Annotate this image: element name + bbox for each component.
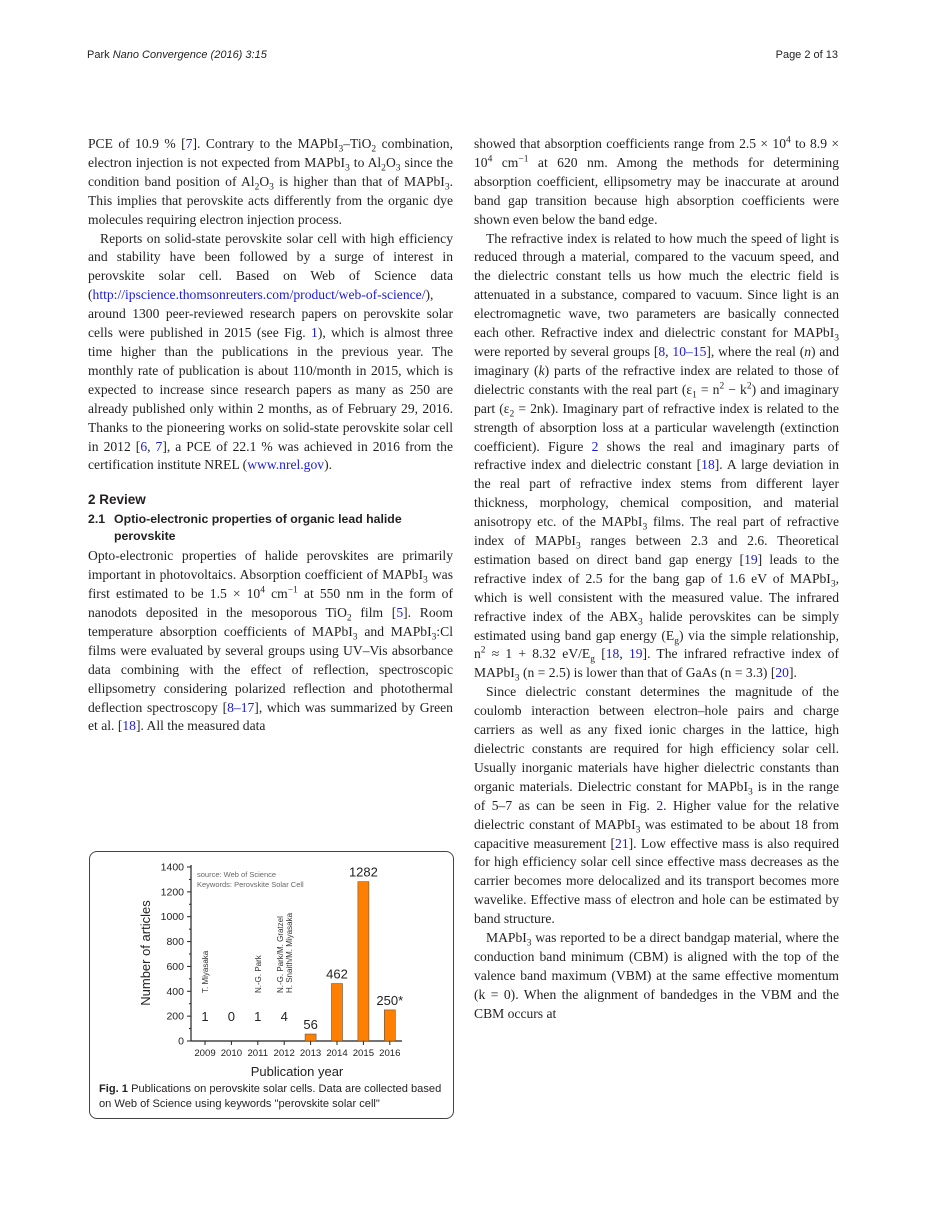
bar — [305, 1034, 316, 1041]
x-tick-label: 2010 — [220, 1048, 243, 1059]
nrel-link[interactable]: www.nrel.gov — [247, 457, 325, 473]
caption-text: Publications on perovskite solar cells. Data are collected based on Web of Science using keywords "perovskite solar cell" — [99, 1083, 442, 1110]
subsection-number: 2.1 — [88, 512, 106, 527]
citation-link[interactable]: 6 — [140, 438, 148, 454]
y-tick-label: 400 — [166, 985, 184, 998]
caption-label: Fig. 1 — [99, 1083, 128, 1095]
citation-link[interactable]: 18 — [122, 718, 136, 734]
journal-name: Nano Convergence — [112, 49, 208, 61]
y-axis-label: Number of articles — [138, 900, 153, 1006]
bar — [358, 882, 369, 1041]
citation-info: (2016) 3:15 — [210, 49, 267, 61]
bars — [201, 865, 403, 1041]
citation-link[interactable]: 5 — [396, 605, 404, 621]
citation-link[interactable]: 20 — [775, 665, 789, 681]
x-tick-label: 2016 — [379, 1048, 401, 1059]
paragraph: PCE of 10.9 % [7]. Contrary to the MAPbI$_3$–TiO$_2$ combination, electron injection is not expected from MAPbI$_3$ to $Al_2O_3$ since the condition band position of $Al_2O_3$ is higher than that of MAPbI$_3$. This implies that perovskite acts differently from the organic dye molecules requiring electron injection process. — [88, 136, 453, 227]
x-tick-label: 2009 — [194, 1048, 216, 1059]
y-tick-label: 600 — [166, 960, 184, 973]
y-tick-label: 0 — [178, 1035, 184, 1048]
x-axis-label: Publication year — [250, 1064, 344, 1079]
x-tick-label: 2012 — [273, 1048, 295, 1059]
paragraph: The refractive index is related to how much the speed of light is reduced through a material, compared to the vacuum speed, and the dielectric constant tells us how much the electric field is attenuated in a substance, compared to vacuum. Since light is an electromagnetic wave, two parameters are basically connected each other. Refractive index and dielectric constant for MAPbI$_3$ were reported by several groups [8, 10–15], where the real (n) and imaginary (k) parts of the refractive index are related to those of dielectric constants with the real part $(\varepsilon_1 = n^2 - k^2)$ and imaginary part $(\varepsilon_2 = 2nk)$. Imaginary part of refractive index is related to the strength of absorption loss at a particular wavelength (extinction coefficient). Figure 2 shows the real and imaginary parts of refractive index and dielectric constant [18]. A large deviation in the real part of refractive index stems from different layer thickness, morphology, chemical composition, and material anisotropy etc. of the MAPbI$_3$ films. The real part of refractive index of MAPbI$_3$ ranges between 2.3 and 2.6. Theoretical estimation based on direct band gap energy [19] leads to the refractive index of 2.5 for the bang gap of 1.6 eV of MAPbI$_3$, which is well consistent with the measured value. The infrared refractive index of the $ABX_3$ halide perovskites can be simply estimated using band gap energy $(E_g)$ via the simple relationship, $n^2 \approx 1 + 8.32$ $eV/E_g$ [18, 19]. The infrared refractive index of MAPbI$_3$ (n = 2.5) is lower than that of GaAs (n = 3.3) [20]. — [474, 230, 840, 685]
x-tick-label: 2013 — [299, 1048, 322, 1059]
author-name: Park — [87, 49, 110, 61]
x-tick-label: 2011 — [247, 1048, 269, 1059]
researcher-annotation: H. Snaith/M. Miyasaka — [285, 912, 295, 993]
bar-value-label: 250* — [376, 992, 404, 1008]
bar-value-label: 56 — [303, 1017, 318, 1033]
y-tick-label: 1000 — [160, 911, 184, 924]
x-axis — [191, 1041, 402, 1059]
citation-link[interactable]: 7 — [155, 438, 163, 454]
citation-link[interactable]: 10–15 — [672, 343, 707, 359]
figure-caption — [99, 1082, 449, 1112]
keywords-note: Keywords: Perovskite Solar Cell — [197, 880, 304, 889]
citation-link[interactable]: 8 — [658, 343, 666, 359]
bar-value-label: 0 — [227, 1009, 236, 1024]
bar-value-label: 1282 — [348, 864, 378, 880]
citation-link[interactable]: 21 — [615, 835, 629, 851]
citation-header — [87, 49, 267, 61]
section-heading: 2 Review — [88, 492, 146, 508]
y-tick-label: 800 — [166, 936, 184, 949]
left-column — [88, 135, 453, 736]
bar — [384, 1010, 395, 1041]
x-tick-label: 2014 — [326, 1048, 348, 1059]
paragraph: Since dielectric constant determines the magnitude of the coulomb interaction between electron–hole pairs and charge carriers as well as any fixed ionic charges in the lattice, high dielectric constants are required for high efficiency solar cell. Usually inorganic materials have higher dielectric constants than organic materials. Dielectric constant for MAPbI$_3$ is in the range of 5–7 as can be seen in Fig. 2. Higher value for the relative dielectric constant of MAPbI$_3$ was estimated to be about 18 from capacitive measurement [21]. Low effective mass is also required for high efficiency solar cell since effective mass decreases as the carrier becomes more delocalized and its transport becomes more wavelike. Effective mass of electron and hole can be estimated by band structure. — [474, 684, 840, 927]
y-tick-label: 1400 — [160, 861, 184, 874]
citation-link[interactable]: 19 — [628, 646, 643, 662]
citation-link[interactable]: 7 — [185, 136, 193, 151]
citation-link[interactable]: 19 — [744, 551, 758, 567]
figure-link[interactable]: 2 — [656, 797, 664, 813]
citation-link[interactable]: 8–17 — [227, 699, 255, 715]
citation-link[interactable]: 18 — [605, 646, 620, 662]
source-note: source: Web of Science — [197, 870, 277, 879]
bar — [332, 984, 343, 1041]
figure-1 — [89, 851, 454, 1119]
figure-link[interactable]: 1 — [311, 325, 318, 341]
researcher-annotation: N.-G. Park — [253, 955, 263, 993]
subsection-title: Optio-electronic properties of organic lead halide perovskite — [114, 512, 402, 544]
bar-value-label: 462 — [326, 966, 348, 982]
researcher-annotation: N.-G. Park/M. Gratzel — [276, 916, 286, 993]
subsection-heading — [88, 511, 453, 545]
y-tick-label: 1200 — [160, 886, 184, 899]
paragraph: showed that absorption coefficients range from $2.5 \times 10^4$ to $8.9 \times 10^4$ $cm^{-1}$ at 620 nm. Among the methods for determining absorption coefficient, ellipsometry may be inaccurate at around band gap transition because high absorption coefficients were shown even below the band edge. — [474, 135, 839, 227]
paragraph: Reports on solid-state perovskite solar cell with high efficiency and stability have been followed by a surge of interest in perovskite solar cell. Based on Web of Science data (http://ipscience.thomsonreuters.com/product/web-of-science/), around 1300 peer-reviewed research papers on perovskite solar cells were published in 2015 (see Fig. 1), which is almost three time higher than the publications in the previous year. The monthly rate of publication is about 110/month in 2015, which is expected to increase since research papers as many as 250 are already published only within 2 months, as of February 29, 2016. Thanks to the pioneering works on solid-state perovskite solar cell in 2012 [6, 7], a PCE of 22.1 % was achieved in 2016 from the certification institute NREL (www.nrel.gov). — [88, 230, 453, 473]
right-column — [474, 135, 839, 1024]
citation-link[interactable]: 18 — [701, 457, 715, 473]
web-of-science-link[interactable]: http://ipscience.thomsonreuters.com/product/web-of-science/ — [92, 287, 426, 303]
bar-value-label: 1 — [201, 1009, 209, 1024]
page-number: Page 2 of 13 — [775, 49, 838, 61]
researcher-annotation: T. Miyasaka — [201, 950, 210, 993]
x-tick-label: 2015 — [352, 1048, 375, 1059]
paragraph: MAPbI$_3$ was reported to be a direct bandgap material, where the conduction band minimum (CBM) is aligned with the top of the valence band maximum (VBM) at the same effective momentum (k = 0). When the alignment of bandedges in the VBM and the CBM occurs at — [474, 930, 839, 1021]
annotations — [201, 912, 294, 993]
paragraph: Opto-electronic properties of halide perovskites are primarily important in photovoltaics. Absorption coefficient of MAPbI$_3$ was first estimated to be $1.5 \times 10^4$ $cm^{-1}$ at 550 nm in the form of nanodots deposited in the mesoporous TiO$_2$ film [5]. Room temperature absorption coefficients of MAPbI$_3$ and MAPbI$_3$:Cl films were evaluated by several groups using UV–Vis absorbance data combining with the effect of reflection, spectroscopic ellipsometry considering polarized reflection and photothermal deflection spectroscopy [8–17], which was summarized by Green et al. [18]. All the measured data — [88, 548, 453, 734]
running-header — [87, 49, 838, 65]
bar-chart — [90, 852, 455, 1082]
bar-value-label: 4 — [280, 1009, 288, 1024]
figure-link[interactable]: 2 — [591, 438, 599, 454]
y-tick-label: 200 — [166, 1010, 184, 1023]
y-axis — [161, 862, 191, 1048]
bar-value-label: 1 — [254, 1009, 262, 1024]
